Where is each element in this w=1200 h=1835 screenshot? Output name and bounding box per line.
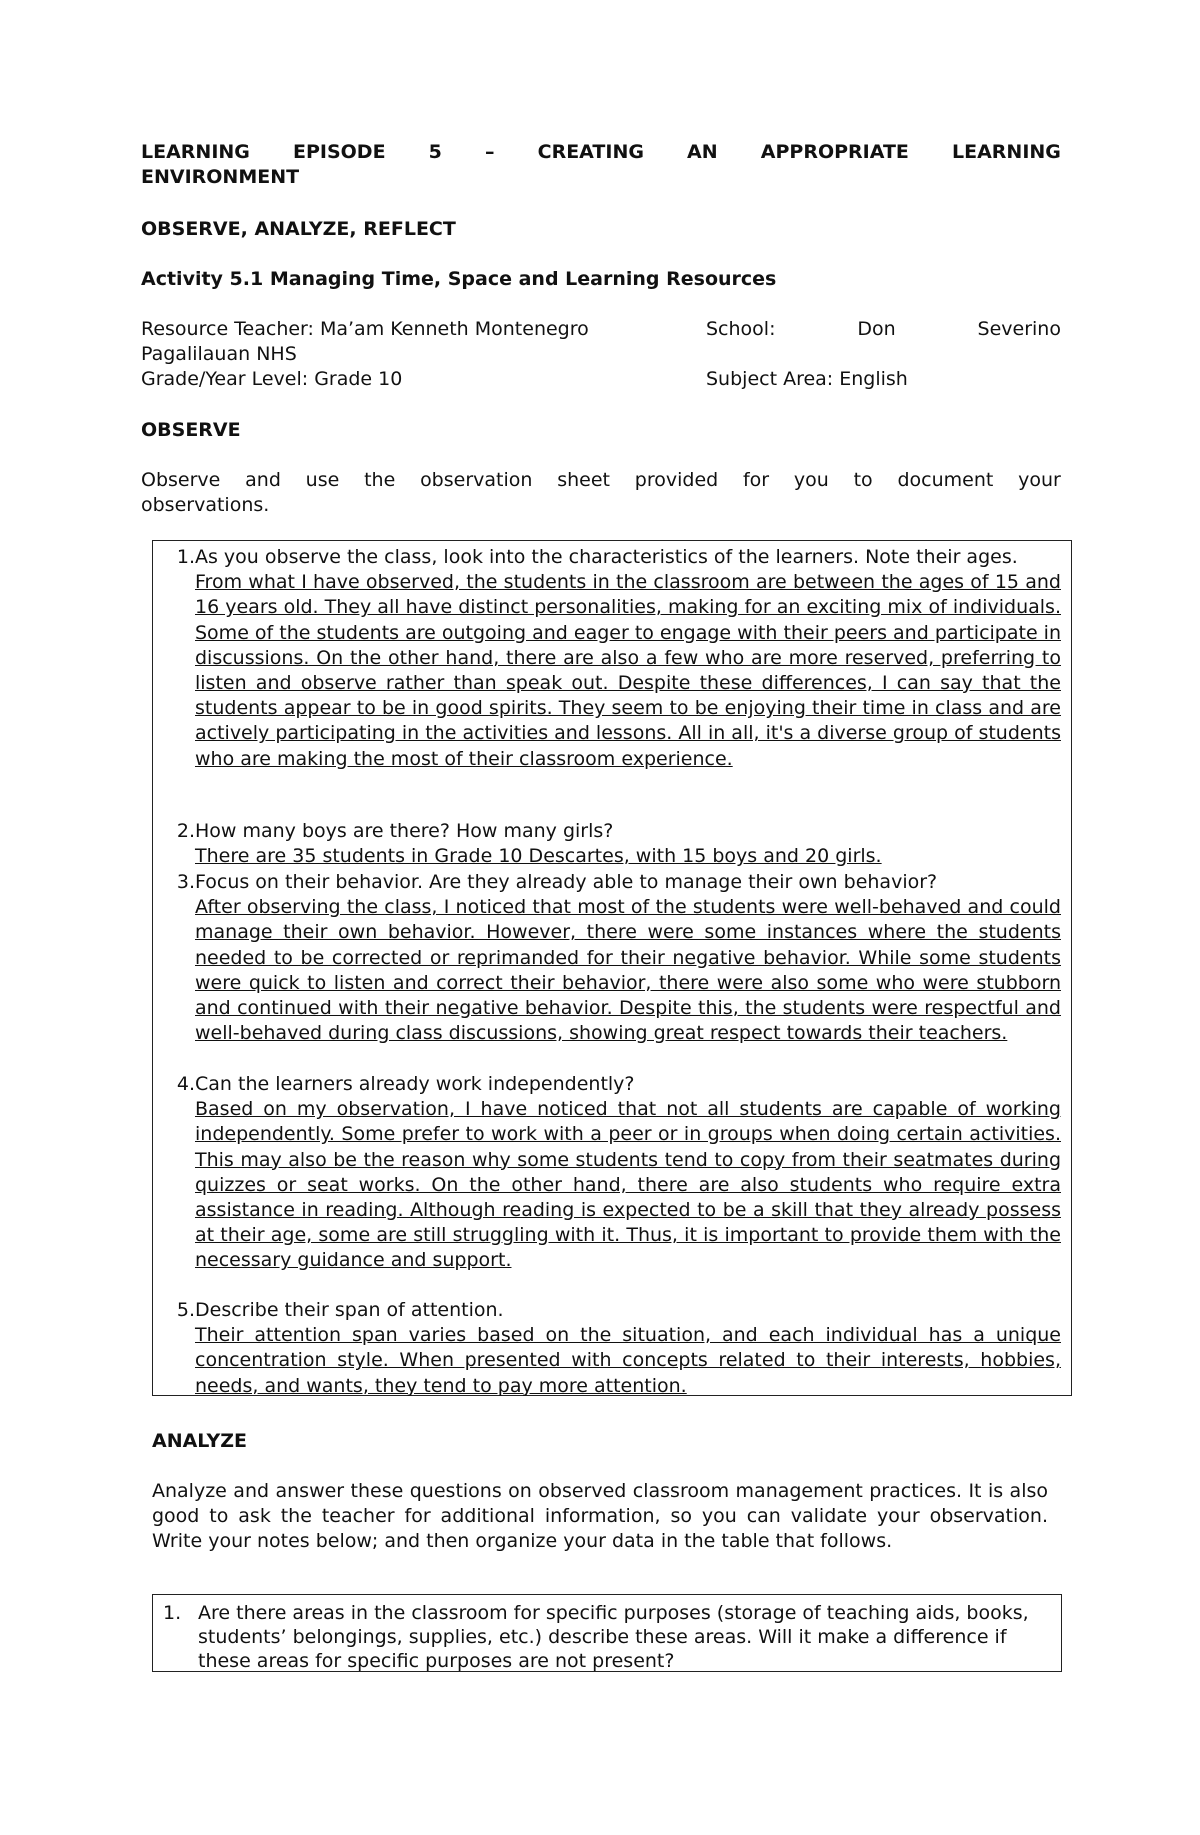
item-number: 3. [176,871,195,893]
school-name-word: Don [857,318,896,340]
item-body [195,819,1061,869]
item-body [195,1298,1061,1399]
item-question: Focus on their behavior. Are they already able to manage their own behavior? [195,871,938,893]
item-answer: There are 35 students in Grade 10 Descartes, with 15 boys and 20 girls. [195,845,882,868]
activity-title: Activity 5.1 Managing Time, Space and Learning Resources [141,268,777,290]
instruction-word: document [897,469,994,491]
observe-instruction-line-2: observations. [141,494,270,516]
instruction-word: and [245,469,281,491]
item-answer: From what I have observed, the students in the classroom are between the ages of 15 and 16 years old. They all have distinct personalities, making for an exciting mix of individuals. Some of the students are outgoing and eager to engage with their peers and participate in discussions. On the other hand, there are also a few who are more reserved, preferring to listen and observe rather than speak out. Despite these differences, I can say that the students appear to be in good spirits. They seem to be enjoying their time in class and are actively participating in the activities and lessons. All in all, it's a diverse group of students who are making the most of their classroom experience. [195,571,1061,770]
school-continued: Pagalilauan NHS [141,343,297,365]
instruction-word: observation [420,469,533,491]
item-question: Describe their span of attention. [195,1299,504,1321]
title-word: CREATING [537,141,644,163]
title-word: 5 [428,141,442,163]
instruction-word: to [853,469,873,491]
item-number: 1. [176,546,195,568]
title-word: AN [687,141,718,163]
observation-sheet-box [152,540,1072,1396]
school-name-word: Severino [977,318,1061,340]
item-question: Are there areas in the classroom for specific purposes (storage of teaching aids, books, students’ belongings, supplies, etc.) describe these areas. Will it make a difference if these areas for specific purposes are not present? [198,1602,1029,1672]
title-word: LEARNING [952,141,1061,163]
instruction-word: use [305,469,340,491]
item-body [195,545,1061,772]
item-number: 2. [176,820,195,842]
section-heading: OBSERVE, ANALYZE, REFLECT [141,218,456,240]
item-answer: After observing the class, I noticed that most of the students were well-behaved and could manage their own behavior. However, there were some instances where the students needed to be corrected or reprimanded for their negative behavior. While some students were quick to listen and correct their behavior, there were also some who were stubborn and continued with their negative behavior. Despite this, the students were respectful and well-behaved during class discussions, showing great respect towards their teachers. [195,896,1061,1045]
analyze-instruction: Analyze and answer these questions on observed classroom management practices. It is also good to ask the teacher for additional information, so you can validate your observation. Write your notes below; and then organize your data in the table that follows. [152,1480,1048,1552]
instruction-word: sheet [557,469,610,491]
title-line-1 [141,140,1061,165]
instruction-word: for [742,469,770,491]
observe-heading: OBSERVE [141,419,241,441]
grade-level: Grade/Year Level: Grade 10 [141,368,403,390]
school-row [706,317,1061,342]
title-line-2: ENVIRONMENT [141,166,300,188]
resource-teacher: Resource Teacher: Ma’am Kenneth Montenegro [141,318,589,340]
document-title [141,140,1061,190]
title-word: EPISODE [293,141,386,163]
item-body [195,1072,1061,1274]
instruction-word: your [1018,469,1061,491]
observe-instruction [141,468,1061,518]
instruction-word: the [364,469,396,491]
item-number: 4. [176,1073,195,1095]
item-question: Can the learners already work independently? [195,1073,635,1095]
item-number: 1. [163,1602,182,1624]
observe-instruction-line-1 [141,468,1061,493]
item-answer: Their attention span varies based on the situation, and each individual has a unique concentration style. When presented with concepts related to their interests, hobbies, needs, and wants, they tend to pay more attention. [195,1324,1061,1397]
subject-area: Subject Area: English [706,368,908,390]
instruction-word: Observe [141,469,221,491]
item-number: 5. [176,1299,195,1321]
item-answer: Based on my observation, I have noticed that not all students are capable of working independently. Some prefer to work with a peer or in groups when doing certain activities. This may also be the reason why some students tend to copy from their seatmates during quizzes or seat works. On the other hand, there are also students who require extra assistance in reading. Although reading is expected to be a skill that they already possess at their age, some are still struggling with it. Thus, it is important to provide them with the necessary guidance and support. [195,1098,1061,1272]
item-question: How many boys are there? How many girls? [195,820,614,842]
item-body [195,870,1061,1046]
analysis-question-box [152,1594,1062,1672]
title-word: – [485,141,495,163]
school-label: School: [706,318,776,340]
item-question: As you observe the class, look into the characteristics of the learners. Note their ages. [195,546,1018,568]
title-word: APPROPRIATE [760,141,909,163]
analyze-heading: ANALYZE [152,1430,247,1452]
instruction-word: you [793,469,829,491]
title-word: LEARNING [141,141,250,163]
instruction-word: provided [634,469,719,491]
